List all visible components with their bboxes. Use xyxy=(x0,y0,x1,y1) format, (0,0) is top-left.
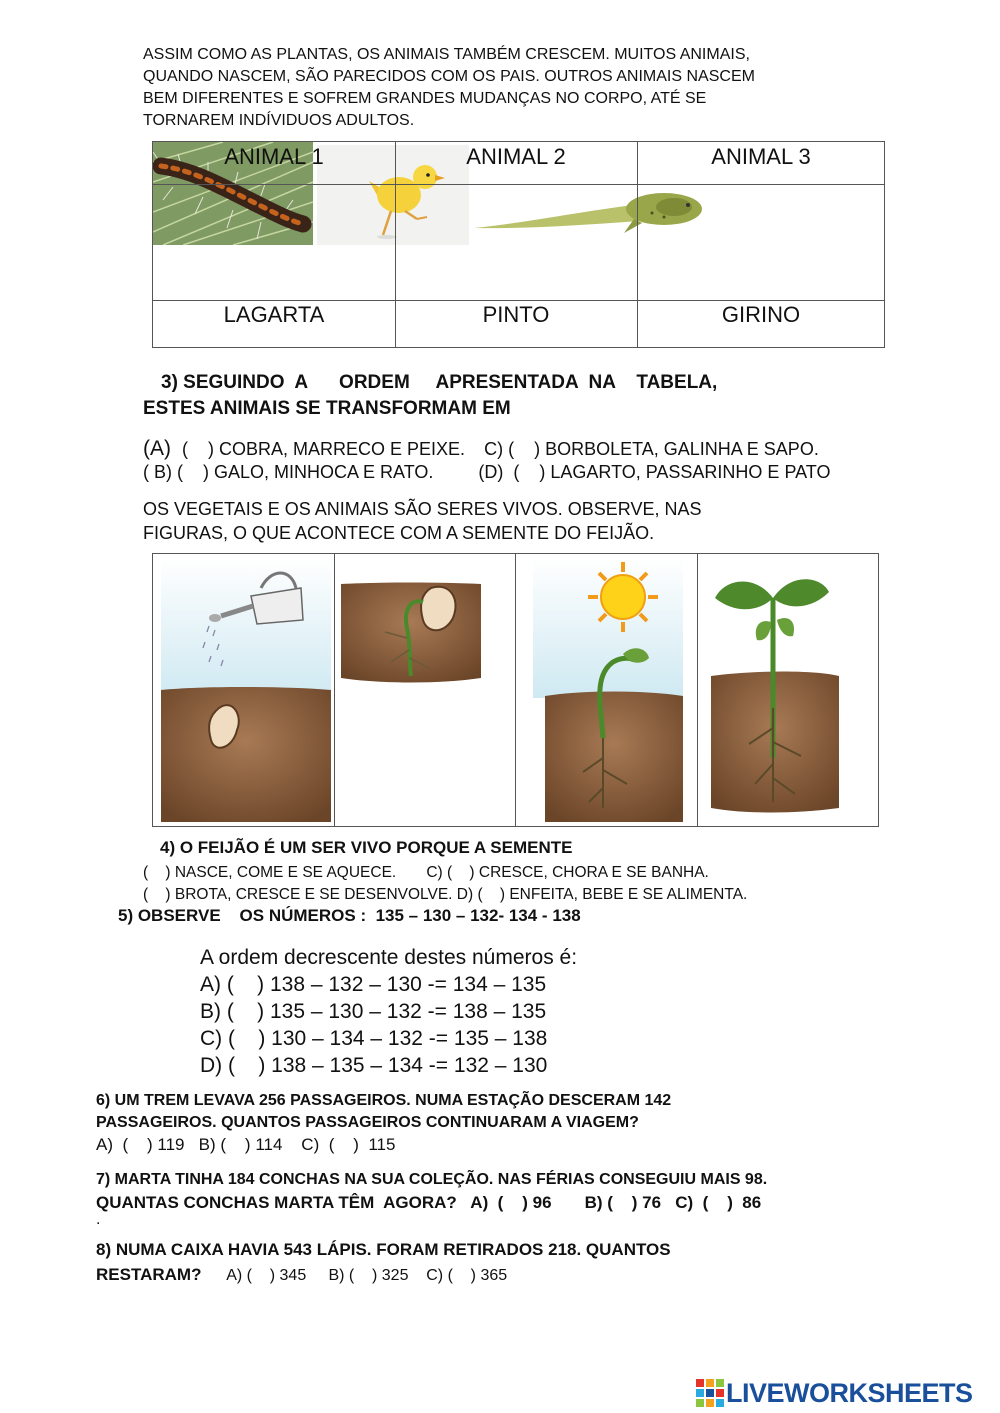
question-5-title: 5) OBSERVE OS NÚMEROS : 135 – 130 – 132- 134 - 138 xyxy=(118,906,581,925)
liveworksheets-logo[interactable] xyxy=(696,1378,973,1408)
q4-options-row-2[interactable]: ( ) BROTA, CRESCE E SE DESENVOLVE. D) ( ) ENFEITA, BEBE E SE ALIMENTA. xyxy=(143,886,748,903)
panel-young-plant xyxy=(705,558,875,822)
q7-line-2-with-options[interactable]: QUANTAS CONCHAS MARTA TÊM AGORA? A) ( ) 96 B) ( ) 76 C) ( ) 86 xyxy=(96,1193,762,1212)
intro-line: BEM DIFERENTES E SOFREM GRANDES MUDANÇAS NO CORPO, ATÉ SE xyxy=(143,90,707,107)
table-divider xyxy=(153,184,884,185)
q3-options-row-1 xyxy=(143,436,819,462)
q8-line-2: RESTARAM? xyxy=(96,1265,202,1284)
name-animal-3: GIRINO xyxy=(721,302,801,327)
q7-line-1: 7) MARTA TINHA 184 CONCHAS NA SUA COLEÇÃO. NAS FÉRIAS CONSEGUIU MAIS 98. xyxy=(96,1171,768,1188)
name-animal-1: LAGARTA xyxy=(223,302,325,327)
q3-option-a-label: (A) xyxy=(143,437,171,460)
intro-line: QUANDO NASCEM, SÃO PARECIDOS COM OS PAIS. OUTROS ANIMAIS NASCEM xyxy=(143,68,755,85)
logo-grid-icon xyxy=(696,1379,724,1407)
q7-dot: . xyxy=(96,1211,101,1228)
animals-table xyxy=(152,141,885,348)
question-6 xyxy=(96,1090,671,1156)
header-animal-3: ANIMAL 3 xyxy=(711,144,811,169)
bean-growth-figure xyxy=(152,553,879,827)
panel-divider xyxy=(334,554,335,826)
q5-option-c[interactable]: C) ( ) 130 – 134 – 132 -= 135 – 138 xyxy=(200,1027,548,1050)
question-7 xyxy=(96,1168,767,1226)
q5-prompt: A ordem decrescente destes números é: xyxy=(200,946,578,969)
q3-option-d[interactable]: (D) ( ) LAGARTO, PASSARINHO E PATO xyxy=(478,462,831,482)
panel-divider xyxy=(697,554,698,826)
intro-paragraph xyxy=(143,44,883,132)
q6-line-1: 6) UM TREM LEVAVA 256 PASSAGEIROS. NUMA ESTAÇÃO DESCERAM 142 xyxy=(96,1092,672,1109)
q3-options-row-2 xyxy=(143,460,830,485)
panel-germinating xyxy=(341,558,511,688)
panel-sun-sprout xyxy=(523,558,693,822)
intro-line: TORNAREM INDÍVIDUOS ADULTOS. xyxy=(143,112,415,129)
q6-line-2: PASSAGEIROS. QUANTOS PASSAGEIROS CONTINUARAM A VIAGEM? xyxy=(96,1114,639,1131)
header-animal-1: ANIMAL 1 xyxy=(224,144,324,169)
question-8 xyxy=(96,1237,671,1288)
logo-text: LIVEWORKSHEETS xyxy=(726,1377,973,1408)
intro-line: ASSIM COMO AS PLANTAS, OS ANIMAIS TAMBÉM CRESCEM. MUITOS ANIMAIS, xyxy=(143,46,750,63)
beans-intro-line: OS VEGETAIS E OS ANIMAIS SÃO SERES VIVOS. OBSERVE, NAS xyxy=(143,499,702,519)
header-animal-2: ANIMAL 2 xyxy=(466,144,566,169)
panel-divider xyxy=(515,554,516,826)
q3-option-c[interactable]: C) ( ) BORBOLETA, GALINHA E SAPO. xyxy=(484,439,819,459)
q5-option-d[interactable]: D) ( ) 138 – 135 – 134 -= 132 – 130 xyxy=(200,1054,548,1077)
beans-intro-line: FIGURAS, O QUE ACONTECE COM A SEMENTE DO FEIJÃO. xyxy=(143,523,655,543)
q5-order-block xyxy=(200,944,577,1079)
q3-option-a[interactable]: ( ) COBRA, MARRECO E PEIXE. xyxy=(182,439,466,459)
beans-intro xyxy=(143,497,702,545)
q5-option-b[interactable]: B) ( ) 135 – 130 – 132 -= 138 – 135 xyxy=(200,1000,547,1023)
question-3 xyxy=(143,370,717,422)
q3-line-1: 3) SEGUINDO A ORDEM APRESENTADA NA TABELA, xyxy=(161,372,718,393)
q8-line-1: 8) NUMA CAIXA HAVIA 543 LÁPIS. FORAM RETIRADOS 218. QUANTOS xyxy=(96,1240,671,1259)
tadpole-image xyxy=(474,185,706,245)
q3-line-2: ESTES ANIMAIS SE TRANSFORMAM EM xyxy=(143,398,511,419)
q5-option-a[interactable]: A) ( ) 138 – 132 – 130 -= 134 – 135 xyxy=(200,973,547,996)
q3-option-b[interactable]: ( B) ( ) GALO, MINHOCA E RATO. xyxy=(143,462,434,482)
name-animal-2: PINTO xyxy=(482,302,550,327)
panel-watering-seed xyxy=(161,558,331,822)
q4-options-row-1[interactable]: ( ) NASCE, COME E SE AQUECE. C) ( ) CRESCE, CHORA E SE BANHA. xyxy=(143,864,709,881)
question-4-title: 4) O FEIJÃO É UM SER VIVO PORQUE A SEMENTE xyxy=(160,838,573,857)
q8-options[interactable]: A) ( ) 345 B) ( ) 325 C) ( ) 365 xyxy=(226,1267,508,1284)
q6-options[interactable]: A) ( ) 119 B) ( ) 114 C) ( ) 115 xyxy=(96,1135,396,1154)
